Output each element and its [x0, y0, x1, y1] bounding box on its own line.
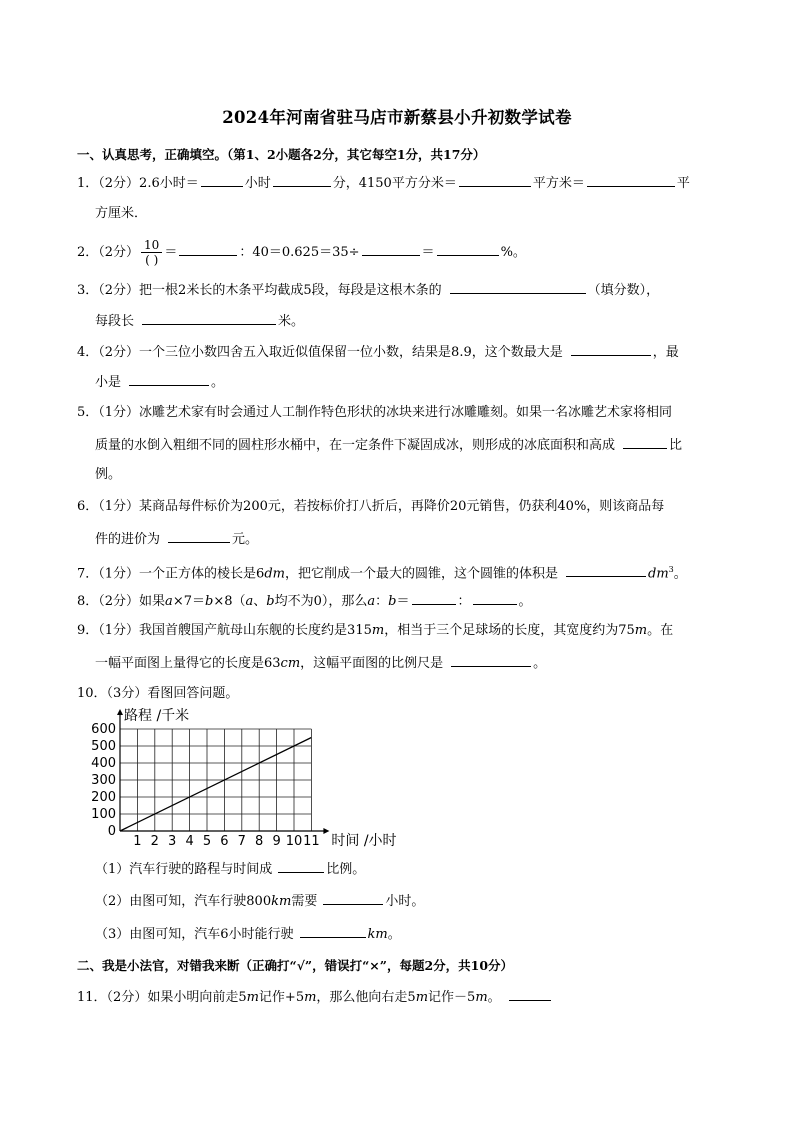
answer-blank[interactable] — [362, 242, 420, 256]
series-line — [120, 738, 311, 832]
question-3-cont: 每段长 米。 — [95, 311, 304, 331]
y-tick-label: 500 — [91, 739, 116, 754]
answer-blank[interactable] — [323, 891, 383, 905]
y-tick-label: 100 — [91, 807, 116, 822]
answer-blank[interactable] — [300, 924, 366, 938]
question-8: 8．（2分）如果a×7＝b×8（a、b均不为0），那么a：b＝ ： 。 — [77, 591, 532, 611]
answer-blank[interactable] — [473, 591, 517, 605]
question-6: 6．（1分）某商品每件标价为200元，若按标价打八折后，再降价20元销售，仍获利40%，则该商品每 — [77, 499, 665, 514]
x-tick-label: 2 — [150, 834, 159, 849]
question-10-sub-3: （3）由图可知，汽车6小时能行驶 km。 — [95, 924, 401, 944]
question-10: 10．（3分）看图回答问题。 — [77, 686, 239, 701]
question-1: 1．（2分）2.6小时＝ 小时 分，4150平方分米＝ 平方米＝ 平 — [77, 173, 690, 193]
answer-blank[interactable] — [509, 987, 551, 1001]
answer-blank[interactable] — [179, 242, 237, 256]
question-7: 7．（1分）一个正方体的棱长是6dm，把它削成一个最大的圆锥，这个圆锥的体积是 $dm^3$。 — [77, 565, 687, 582]
question-1-cont: 方厘米． — [95, 206, 148, 221]
answer-blank[interactable] — [623, 435, 667, 449]
answer-blank[interactable] — [566, 563, 646, 577]
y-tick-label: 400 — [91, 756, 116, 771]
answer-blank[interactable] — [273, 173, 331, 187]
answer-blank[interactable] — [278, 859, 324, 873]
x-tick-label: 11 — [303, 834, 320, 849]
answer-blank[interactable] — [571, 342, 651, 356]
question-11: 11．（2分）如果小明向前走5m记作+5m，那么他向右走5m记作－5m。 — [77, 987, 553, 1007]
x-tick-label: 8 — [255, 834, 264, 849]
question-9: 9．（1分）我国首艘国产航母山东舰的长度约是315m，相当于三个足球场的长度，其宽度约为75m。在 — [77, 623, 674, 638]
y-tick-label: 200 — [91, 790, 116, 805]
answer-blank[interactable] — [437, 242, 499, 256]
answer-blank[interactable] — [459, 173, 531, 187]
answer-blank[interactable] — [412, 591, 456, 605]
answer-blank[interactable] — [129, 372, 209, 386]
question-4: 4．（2分）一个三位小数四舍五入取近似值保留一位小数，结果是8.9，这个数最大是 ，最 — [77, 342, 679, 362]
question-10-sub-2: （2）由图可知，汽车行驶800km需要 小时。 — [95, 891, 424, 911]
answer-blank[interactable] — [168, 529, 230, 543]
answer-blank[interactable] — [587, 173, 675, 187]
question-5: 5．（1分）冰雕艺术家有时会通过人工制作特色形状的冰块来进行冰雕雕刻。如果一名冰雕艺术家将相同 — [77, 405, 673, 420]
question-6-cont: 件的进价为 元。 — [95, 529, 258, 549]
y-axis-arrow — [117, 709, 123, 715]
fraction: $\frac{10}{( )}$ — [141, 238, 162, 267]
answer-blank[interactable] — [450, 280, 586, 294]
question-2: 2．（2分） $\frac{10}{( )}$ ＝ ：40＝0.625＝35÷ ＝ %。 — [77, 238, 526, 267]
question-5-cont: 质量的水倒入粗细不同的圆柱形水桶中，在一定条件下凝固成冰，则形成的冰底面积和高成 比 — [95, 435, 682, 455]
question-9-cont: 一幅平面图上量得它的长度是63cm，这幅平面图的比例尺是 。 — [95, 653, 546, 673]
answer-blank[interactable] — [451, 653, 531, 667]
x-tick-label: 7 — [237, 834, 246, 849]
question-10-sub-1: （1）汽车行驶的路程与时间成 比例。 — [95, 859, 365, 879]
page-title: 2024年河南省驻马店市新蔡县小升初数学试卷 — [222, 108, 572, 127]
section-1-heading: 一、认真思考，正确填空。（第1、2小题各2分，其它每空1分，共17分） — [77, 147, 486, 162]
question-4-cont: 小是 。 — [95, 372, 224, 392]
y-tick-label: 300 — [91, 773, 116, 788]
x-tick-label: 10 — [285, 834, 303, 849]
distance-time-chart — [90, 707, 410, 857]
question-3: 3．（2分）把一根2米长的木条平均截成5段，每段是这根木条的 （填分数）， — [77, 280, 659, 300]
x-tick-label: 9 — [272, 834, 281, 849]
section-2-heading: 二、我是小法官，对错我来断（正确打“√”，错误打“×”，每题2分，共10分） — [77, 958, 514, 973]
y-axis-title: 路程 /千米 — [124, 708, 190, 724]
x-tick-label: 6 — [220, 834, 229, 849]
question-5-cont2: 例。 — [95, 467, 122, 482]
x-tick-label: 3 — [168, 834, 177, 849]
x-tick-label: 4 — [185, 834, 194, 849]
y-tick-label: 0 — [107, 824, 116, 839]
x-axis-title: 时间 /小时 — [331, 833, 397, 849]
y-tick-label: 600 — [91, 722, 116, 737]
x-axis-arrow — [323, 828, 329, 834]
x-tick-label: 1 — [133, 834, 142, 849]
answer-blank[interactable] — [201, 173, 243, 187]
x-tick-label: 5 — [202, 834, 212, 849]
answer-blank[interactable] — [142, 311, 276, 325]
